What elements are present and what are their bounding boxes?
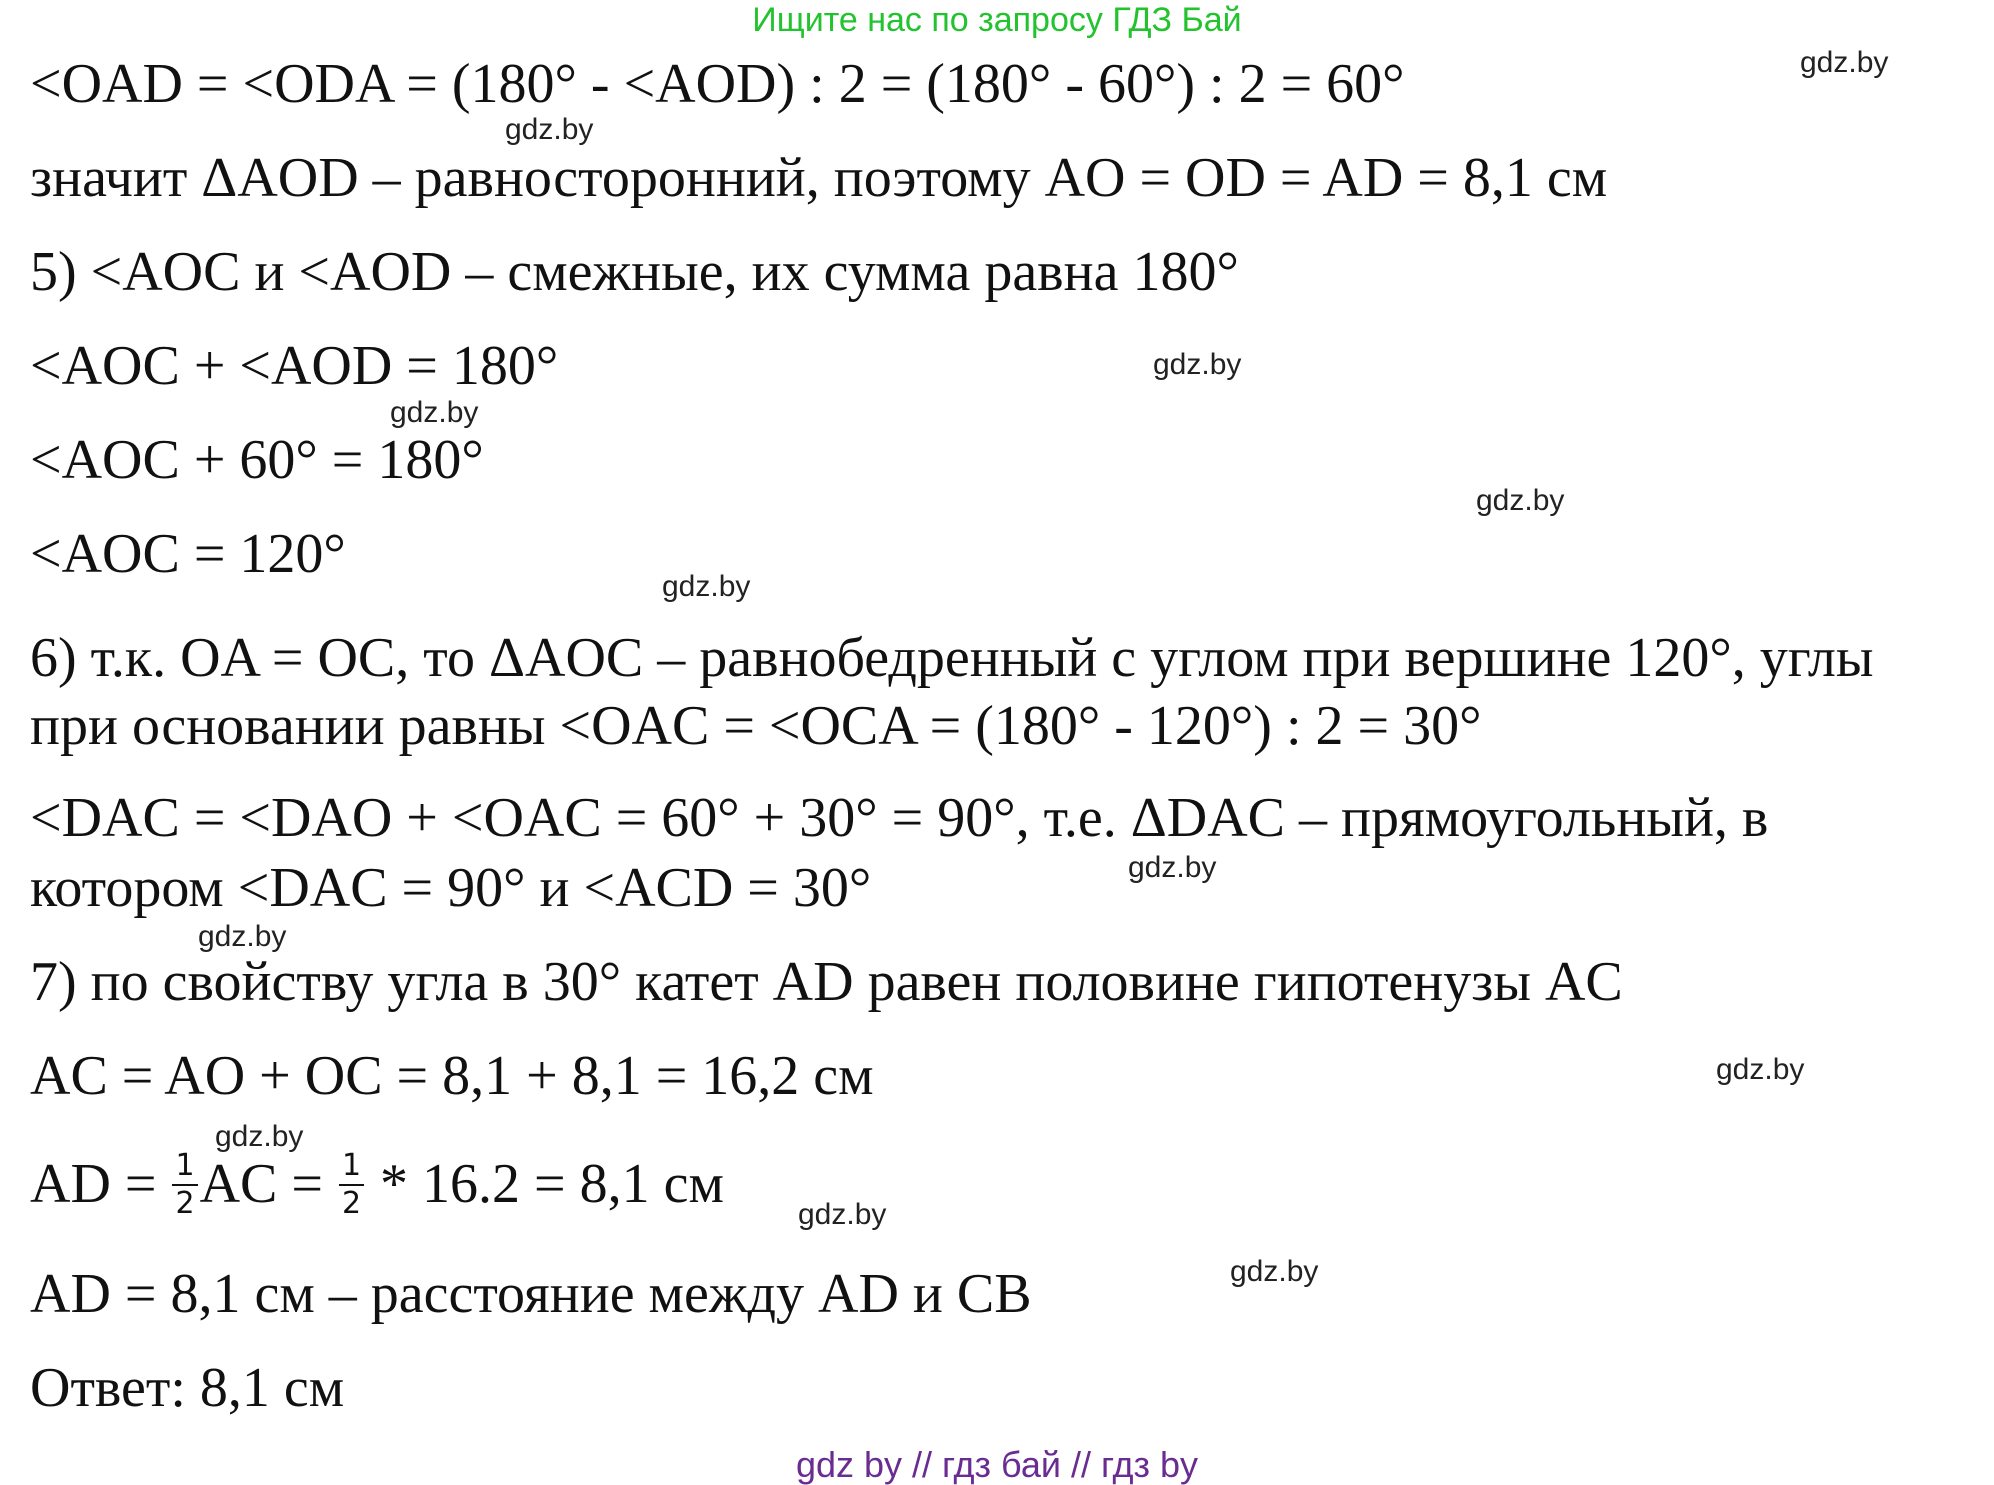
watermark: gdz.by [390,396,479,429]
solution-line-8: при основании равны <OAC = <OCA = (180° - 120°) : 2 = 30° [30,695,1482,757]
watermark: gdz.by [215,1120,304,1153]
solution-line-14: AD = 8,1 см – расстояние между AD и CB [30,1263,1032,1325]
solution-line-9: <DAC = <DAO + <OAC = 60° + 30° = 90°, т.е. ΔDAC – прямоугольный, в [30,787,1769,849]
solution-line-12: AC = AO + OC = 8,1 + 8,1 = 16,2 см [30,1045,874,1107]
watermark: gdz.by [1716,1053,1805,1086]
formula-part-2: AC = [199,1153,337,1215]
formula-part-3: * 16.2 = 8,1 см [366,1153,724,1215]
solution-line-6: <AOC = 120° [30,523,346,585]
watermark: gdz.by [662,570,751,603]
solution-line-10: котором <DAC = 90° и <ACD = 30° [30,857,872,919]
watermark: gdz.by [505,113,594,146]
solution-line-5: <AOC + 60° = 180° [30,429,484,491]
fraction-one-half-2 [339,1148,364,1222]
solution-line-2: значит ΔAOD – равносторонний, поэтому AO = OD = AD = 8,1 см [30,147,1608,209]
watermark: gdz.by [1476,484,1565,517]
watermark: gdz.by [1230,1255,1319,1288]
watermark: gdz.by [198,920,287,953]
solution-line-3: 5) <AOC и <AOD – смежные, их сумма равна 180° [30,241,1239,303]
answer-line: Ответ: 8,1 см [30,1357,345,1419]
solution-line-11: 7) по свойству угла в 30° катет AD равен половине гипотенузы AC [30,951,1623,1013]
fraction-one-half [172,1148,197,1222]
solution-line-1: <OAD = <ODA = (180° - <AOD) : 2 = (180° - 60°) : 2 = 60° [30,53,1405,115]
footer-brand-links: gdz by // гдз бай // гдз by [795,1444,1199,1485]
watermark: gdz.by [1800,46,1889,79]
solution-line-13 [30,1148,724,1226]
watermark: gdz.by [1128,851,1217,884]
watermark: gdz.by [1153,348,1242,381]
fraction-denominator-2: 2 [341,1186,362,1222]
fraction-denominator: 2 [175,1186,195,1222]
solution-line-4: <AOC + <AOD = 180° [30,335,559,397]
watermark: gdz.by [798,1198,887,1231]
fraction-numerator-2: 1 [339,1148,364,1186]
formula-part-1: AD = [30,1153,171,1215]
fraction-numerator: 1 [172,1148,197,1186]
solution-line-7: 6) т.к. OA = OC, то ΔAOC – равнобедренный с углом при вершине 120°, углы [30,627,1874,689]
search-promo-banner: Ищите нас по запросу ГДЗ Бай [752,1,1242,39]
